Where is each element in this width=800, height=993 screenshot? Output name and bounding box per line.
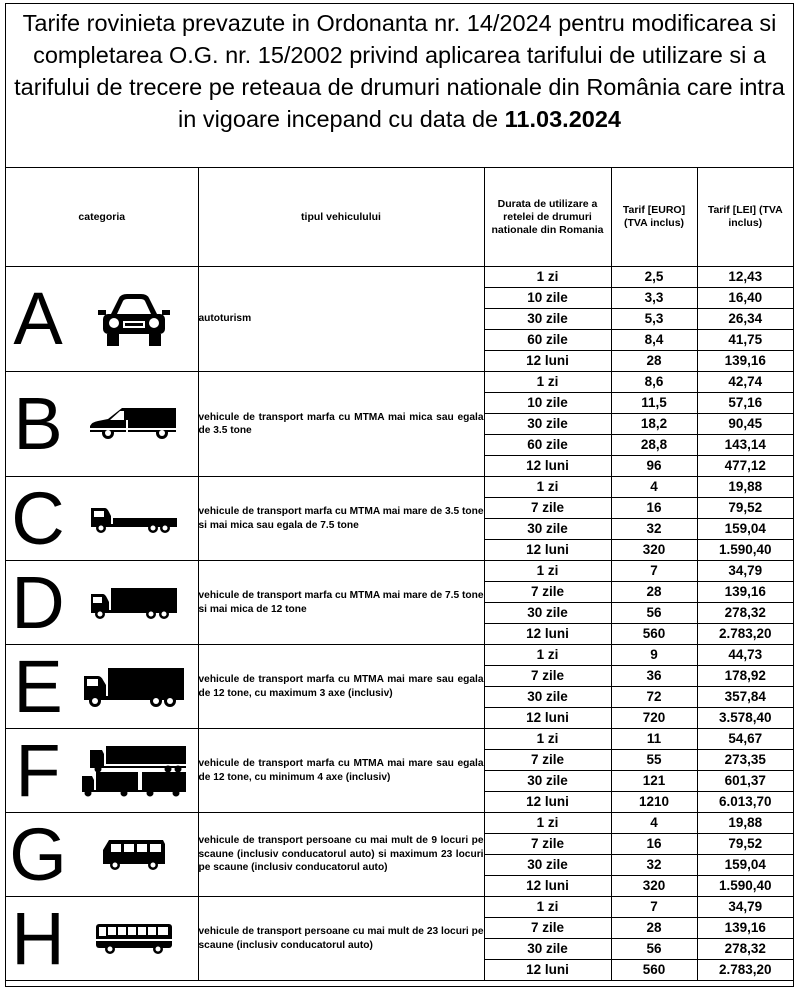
tarif-euro-cell: 3,3 [611,288,697,309]
vehicle-description: vehicule de transport marfa cu MTMA mai mica sau egala de 3.5 tone [198,372,484,477]
vehicle-icon-cell [70,267,198,372]
duration-cell: 1 zi [484,729,611,750]
tarif-lei-cell: 79,52 [697,498,793,519]
header-tipul-vehiculului: tipul vehiculului [198,168,484,267]
duration-cell: 30 zile [484,603,611,624]
tarif-euro-cell: 32 [611,855,697,876]
header-tarif-lei: Tarif [LEI] (TVA inclus) [697,168,793,267]
vehicle-description: autoturism [198,267,484,372]
tarif-lei-cell: 16,40 [697,288,793,309]
tarif-euro-cell: 121 [611,771,697,792]
duration-cell: 30 zile [484,309,611,330]
category-letter: F [6,729,70,813]
van-icon [88,406,180,442]
tarif-euro-cell: 560 [611,960,697,981]
tarif-lei-cell: 2.783,20 [697,960,793,981]
tarif-lei-cell: 79,52 [697,834,793,855]
tarif-euro-cell: 18,2 [611,414,697,435]
vehicle-icon-cell [70,645,198,729]
table-row [6,729,793,750]
duration-cell: 1 zi [484,477,611,498]
category-letter: B [6,372,70,477]
title-text: Tarife rovinieta prevazute in Ordonanta nr. 14/2024 pentru modificarea si completarea O.G. nr. 15/2002 privind aplicarea tarifului de utilizare si a tarifului de trecere pe reteaua de drumuri nationale din România care intra in vigoare incepand cu data de [14,10,785,132]
duration-cell: 10 zile [484,288,611,309]
tarif-lei-cell: 12,43 [697,267,793,288]
tarif-lei-cell: 2.783,20 [697,624,793,645]
duration-cell: 10 zile [484,393,611,414]
table-row [6,477,793,498]
header-row [6,168,793,267]
duration-cell: 7 zile [484,834,611,855]
tarif-euro-cell: 9 [611,645,697,666]
minibus-icon [101,838,167,872]
truck-icon [89,586,179,620]
table-row [6,897,793,918]
category-letter: A [6,267,70,372]
tarif-lei-cell: 601,37 [697,771,793,792]
tarif-lei-cell: 178,92 [697,666,793,687]
table-row [6,813,793,834]
tarif-euro-cell: 96 [611,456,697,477]
duration-cell: 7 zile [484,666,611,687]
vehicle-description: vehicule de transport marfa cu MTMA mai mare de 3.5 tone si mai mica sau egala de 7.5 tone [198,477,484,561]
tarif-euro-cell: 1210 [611,792,697,813]
vehicle-icon-cell [70,372,198,477]
tarif-euro-cell: 28 [611,918,697,939]
duration-cell: 12 luni [484,876,611,897]
duration-cell: 12 luni [484,960,611,981]
tarif-lei-cell: 34,79 [697,897,793,918]
tarif-euro-cell: 4 [611,477,697,498]
duration-cell: 60 zile [484,330,611,351]
tarif-euro-cell: 56 [611,603,697,624]
vehicle-icon-cell [70,897,198,981]
category-letter: G [6,813,70,897]
tarif-lei-cell: 159,04 [697,855,793,876]
tarif-euro-cell: 28,8 [611,435,697,456]
title-date: 11.03.2024 [504,106,621,132]
tarif-euro-cell: 4 [611,813,697,834]
bus-icon [94,922,174,956]
tarif-euro-cell: 11,5 [611,393,697,414]
tarif-lei-cell: 139,16 [697,351,793,372]
tarif-lei-cell: 57,16 [697,393,793,414]
tarif-lei-cell: 278,32 [697,939,793,960]
tarif-euro-cell: 8,6 [611,372,697,393]
tarif-lei-cell: 357,84 [697,687,793,708]
tarif-lei-cell: 44,73 [697,645,793,666]
vehicle-description: vehicule de transport marfa cu MTMA mai mare sau egala de 12 tone, cu minimum 4 axe (inclusiv) [198,729,484,813]
tarif-lei-cell: 139,16 [697,582,793,603]
category-letter: H [6,897,70,981]
tarif-euro-cell: 36 [611,666,697,687]
tarif-lei-cell: 54,67 [697,729,793,750]
car-icon [97,288,171,350]
duration-cell: 60 zile [484,435,611,456]
duration-cell: 7 zile [484,918,611,939]
vehicle-description: vehicule de transport marfa cu MTMA mai mare de 7.5 tone si mai mica de 12 tone [198,561,484,645]
tarif-euro-cell: 16 [611,498,697,519]
vehicle-description: vehicule de transport marfa cu MTMA mai mare sau egala de 12 tone, cu maximum 3 axe (inclusiv) [198,645,484,729]
duration-cell: 7 zile [484,750,611,771]
vehicle-icon-cell [70,477,198,561]
header-tarif-euro: Tarif [EURO] (TVA inclus) [611,168,697,267]
vehicle-icon-cell [70,729,198,813]
vehicle-icon-cell [70,561,198,645]
tarif-lei-cell: 90,45 [697,414,793,435]
tarif-lei-cell: 3.578,40 [697,708,793,729]
table-row [6,372,793,393]
header-categoria: categoria [6,168,198,267]
tarif-lei-cell: 273,35 [697,750,793,771]
duration-cell: 1 zi [484,561,611,582]
duration-cell: 12 luni [484,540,611,561]
duration-cell: 1 zi [484,645,611,666]
duration-cell: 1 zi [484,372,611,393]
tariff-document [5,3,794,987]
duration-cell: 30 zile [484,771,611,792]
large-truck-icon [82,666,186,708]
category-letter: E [6,645,70,729]
tarif-euro-cell: 2,5 [611,267,697,288]
tarif-lei-cell: 278,32 [697,603,793,624]
duration-cell: 7 zile [484,582,611,603]
tarif-lei-cell: 159,04 [697,519,793,540]
duration-cell: 1 zi [484,267,611,288]
duration-cell: 12 luni [484,351,611,372]
tarif-lei-cell: 19,88 [697,813,793,834]
tarif-euro-cell: 11 [611,729,697,750]
truck-trailer-icon [80,744,188,798]
duration-cell: 30 zile [484,414,611,435]
duration-cell: 7 zile [484,498,611,519]
category-letter: D [6,561,70,645]
table-row [6,267,793,288]
header-durata: Durata de utilizare a retelei de drumuri nationale din Romania [484,168,611,267]
duration-cell: 12 luni [484,456,611,477]
tarif-lei-cell: 19,88 [697,477,793,498]
table-row [6,645,793,666]
tarif-euro-cell: 560 [611,624,697,645]
tarif-euro-cell: 56 [611,939,697,960]
vehicle-description: vehicule de transport persoane cu mai mult de 9 locuri pe scaune (inclusiv conducatorul auto) si maximum 23 locuri pe scaune (inclusiv conducatorul auto) [198,813,484,897]
duration-cell: 12 luni [484,708,611,729]
tarif-euro-cell: 32 [611,519,697,540]
page-title [6,4,793,168]
tarif-lei-cell: 139,16 [697,918,793,939]
tarif-euro-cell: 28 [611,351,697,372]
duration-cell: 1 zi [484,813,611,834]
tarif-euro-cell: 5,3 [611,309,697,330]
tarif-lei-cell: 41,75 [697,330,793,351]
tarif-euro-cell: 28 [611,582,697,603]
category-letter: C [6,477,70,561]
duration-cell: 12 luni [484,792,611,813]
duration-cell: 30 zile [484,939,611,960]
tarif-euro-cell: 7 [611,561,697,582]
tarif-lei-cell: 6.013,70 [697,792,793,813]
flatbed-truck-icon [89,504,179,534]
tarif-euro-cell: 320 [611,540,697,561]
tarif-lei-cell: 42,74 [697,372,793,393]
tarif-euro-cell: 7 [611,897,697,918]
duration-cell: 30 zile [484,687,611,708]
tarif-lei-cell: 1.590,40 [697,876,793,897]
tarif-lei-cell: 1.590,40 [697,540,793,561]
tarif-lei-cell: 143,14 [697,435,793,456]
vehicle-icon-cell [70,813,198,897]
tarif-euro-cell: 16 [611,834,697,855]
duration-cell: 30 zile [484,855,611,876]
vehicle-description: vehicule de transport persoane cu mai mult de 23 locuri pe scaune (inclusiv conducatorul auto) [198,897,484,981]
duration-cell: 30 zile [484,519,611,540]
tarif-euro-cell: 55 [611,750,697,771]
duration-cell: 12 luni [484,624,611,645]
tarif-euro-cell: 720 [611,708,697,729]
tarif-lei-cell: 26,34 [697,309,793,330]
tarif-lei-cell: 34,79 [697,561,793,582]
duration-cell: 1 zi [484,897,611,918]
tarif-euro-cell: 8,4 [611,330,697,351]
tarif-lei-cell: 477,12 [697,456,793,477]
tariff-table [6,168,793,981]
table-row [6,561,793,582]
tarif-euro-cell: 72 [611,687,697,708]
tarif-euro-cell: 320 [611,876,697,897]
